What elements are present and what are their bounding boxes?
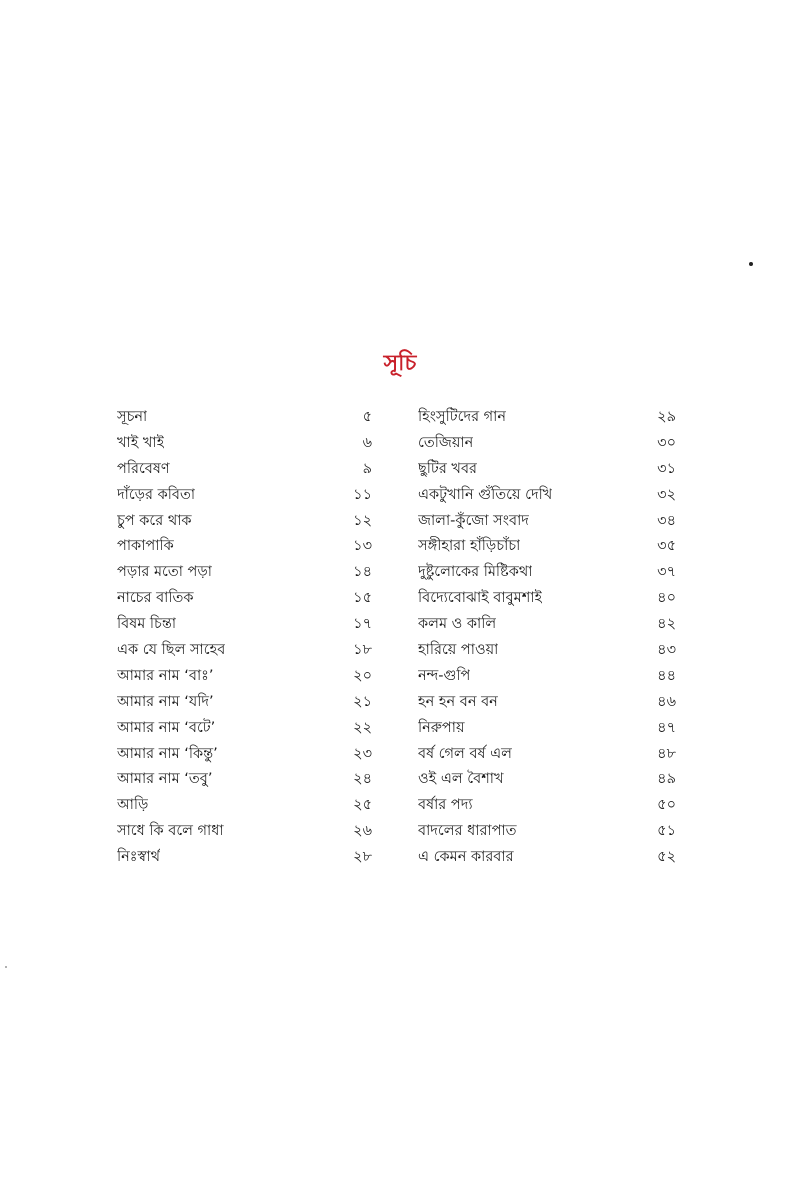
toc-entry bbox=[117, 767, 372, 793]
toc-entry-page-number: ৪৪ bbox=[657, 667, 676, 684]
toc-entry bbox=[418, 534, 676, 560]
toc-left-column bbox=[117, 405, 372, 871]
toc-entry-title: নিঃস্বার্থ bbox=[117, 849, 160, 866]
toc-entry-title: নাচের বাতিক bbox=[117, 590, 194, 607]
toc-entry-page-number: ৩৫ bbox=[657, 538, 676, 555]
toc-entry-page-number: ২৩ bbox=[353, 745, 372, 762]
toc-entry bbox=[117, 509, 372, 535]
toc-entry bbox=[418, 405, 676, 431]
toc-entry bbox=[418, 767, 676, 793]
toc-entry-title: দুষ্টুলোকের মিষ্টিকথা bbox=[418, 564, 533, 581]
toc-entry-title: দাঁড়ের কবিতা bbox=[117, 486, 196, 503]
toc-entry bbox=[418, 560, 676, 586]
toc-entry-title: চুপ করে থাক bbox=[117, 512, 192, 529]
toc-entry-page-number: ৪৮ bbox=[657, 745, 676, 762]
toc-entry bbox=[117, 819, 372, 845]
toc-entry-title: খাই খাই bbox=[117, 434, 165, 451]
toc-entry-page-number: ৪৩ bbox=[657, 642, 676, 659]
toc-entry bbox=[418, 690, 676, 716]
toc-entry-title: বর্ষার পদ্য bbox=[418, 797, 473, 814]
toc-entry-page-number: ৪৭ bbox=[657, 719, 676, 736]
toc-entry-title: বিদ্যেবোঝাই বাবুমশাই bbox=[418, 590, 543, 607]
toc-entry-page-number: ২১ bbox=[353, 693, 372, 710]
toc-entry-page-number: ৫ bbox=[362, 409, 372, 425]
toc-entry-title: আমার নাম ‘কিন্তু’ bbox=[117, 745, 218, 762]
contents-heading: সূচি bbox=[383, 351, 417, 376]
toc-entry bbox=[418, 819, 676, 845]
toc-entry-title: ওই এল বৈশাখ bbox=[418, 771, 504, 788]
toc-entry-title: পাকাপাকি bbox=[117, 538, 174, 555]
toc-right-column bbox=[418, 405, 676, 871]
toc-entry-page-number: ৪৬ bbox=[657, 693, 676, 710]
toc-entry bbox=[117, 483, 372, 509]
toc-entry bbox=[418, 431, 676, 457]
toc-entry-page-number: ১৪ bbox=[353, 564, 372, 581]
toc-entry-title: জালা-কুঁজো সংবাদ bbox=[418, 512, 529, 529]
toc-entry-page-number: ৩৪ bbox=[657, 512, 676, 529]
toc-entry-title: এক যে ছিল সাহেব bbox=[117, 642, 226, 659]
toc-entry bbox=[117, 612, 372, 638]
toc-entry-page-number: ৫০ bbox=[657, 797, 676, 814]
toc-entry bbox=[117, 716, 372, 742]
toc-entry-title: কলম ও কালি bbox=[418, 616, 497, 633]
toc-entry-page-number: ৩৭ bbox=[657, 564, 676, 581]
toc-entry-title: পরিবেষণ bbox=[117, 460, 170, 477]
toc-entry-page-number: ১৫ bbox=[353, 590, 372, 607]
toc-entry-page-number: ১৮ bbox=[353, 642, 372, 659]
toc-entry-page-number: ৬ bbox=[362, 434, 372, 451]
toc-entry bbox=[418, 742, 676, 768]
toc-entry-title: ছুটির খবর bbox=[418, 460, 477, 477]
toc-entry-title: সঙ্গীহারা হাঁড়িচাঁচা bbox=[418, 538, 521, 555]
toc-entry bbox=[117, 690, 372, 716]
toc-entry bbox=[418, 483, 676, 509]
toc-entry bbox=[117, 664, 372, 690]
toc-entry-title: আড়ি bbox=[117, 797, 149, 814]
toc-entry-page-number: ২৯ bbox=[657, 409, 676, 425]
toc-entry-page-number: ২৪ bbox=[353, 771, 372, 788]
toc-entry-title: আমার নাম ‘বাঃ’ bbox=[117, 667, 214, 684]
toc-entry bbox=[418, 793, 676, 819]
toc-entry bbox=[117, 457, 372, 483]
toc-entry bbox=[117, 560, 372, 586]
toc-entry bbox=[117, 742, 372, 768]
toc-entry bbox=[117, 431, 372, 457]
toc-entry-page-number: ২৫ bbox=[353, 797, 372, 814]
toc-entry-page-number: ৪২ bbox=[657, 616, 676, 633]
toc-entry bbox=[117, 845, 372, 871]
toc-entry-page-number: ২৮ bbox=[353, 849, 372, 866]
toc-entry-title: সূচনা bbox=[117, 409, 148, 425]
toc-entry-title: নন্দ-গুপি bbox=[418, 667, 471, 684]
toc-entry-page-number: ২২ bbox=[353, 719, 372, 736]
toc-entry bbox=[418, 457, 676, 483]
toc-entry-title: আমার নাম ‘বটে’ bbox=[117, 719, 216, 736]
toc-entry-page-number: ১৩ bbox=[353, 538, 372, 555]
toc-entry-page-number: ১১ bbox=[353, 486, 372, 503]
toc-entry bbox=[418, 845, 676, 871]
toc-entry-title: নিরুপায় bbox=[418, 719, 465, 736]
toc-entry-page-number: ৫২ bbox=[657, 849, 676, 866]
toc-entry bbox=[418, 509, 676, 535]
toc-entry bbox=[117, 638, 372, 664]
toc-entry-page-number: ৪৯ bbox=[657, 771, 676, 788]
toc-entry bbox=[117, 405, 372, 431]
toc-entry-page-number: ১২ bbox=[353, 512, 372, 529]
toc-entry-title: আমার নাম ‘যদি’ bbox=[117, 693, 214, 710]
toc-entry-title: সাধে কি বলে গাধা bbox=[117, 823, 224, 840]
toc-entry-title: এ কেমন কারবার bbox=[418, 849, 514, 866]
ink-dot-mark bbox=[749, 262, 753, 266]
toc-entry-page-number: ২৬ bbox=[353, 823, 372, 840]
toc-entry-title: তেজিয়ান bbox=[418, 434, 474, 451]
toc-entry-title: আমার নাম ‘তবু’ bbox=[117, 771, 213, 788]
toc-entry bbox=[117, 793, 372, 819]
toc-entry bbox=[418, 612, 676, 638]
toc-entry bbox=[418, 664, 676, 690]
toc-entry-title: হিংসুটিদের গান bbox=[418, 409, 507, 425]
toc-entry bbox=[418, 586, 676, 612]
toc-entry-title: বিষম চিন্তা bbox=[117, 616, 177, 633]
toc-entry-page-number: ৪০ bbox=[657, 590, 676, 607]
toc-entry-page-number: ৩০ bbox=[657, 434, 676, 451]
toc-entry-title: হন হন বন বন bbox=[418, 693, 498, 710]
toc-entry bbox=[418, 638, 676, 664]
toc-entry-page-number: ৩১ bbox=[657, 460, 676, 477]
toc-entry-title: পড়ার মতো পড়া bbox=[117, 564, 212, 581]
toc-entry-title: একটুখানি গুঁতিয়ে দেখি bbox=[418, 486, 553, 503]
toc-entry-title: হারিয়ে পাওয়া bbox=[418, 642, 499, 659]
toc-entry bbox=[117, 586, 372, 612]
toc-entry-page-number: ২০ bbox=[353, 667, 372, 684]
toc-entry bbox=[117, 534, 372, 560]
toc-entry-title: বাদলের ধারাপাত bbox=[418, 823, 517, 840]
toc-entry-page-number: ১৭ bbox=[353, 616, 372, 633]
toc-entry-page-number: ৩২ bbox=[657, 486, 676, 503]
toc-entry-page-number: ৫১ bbox=[657, 823, 676, 840]
toc-entry-title: বর্ষ গেল বর্ষ এল bbox=[418, 745, 512, 762]
toc-entry bbox=[418, 716, 676, 742]
paper-speck-mark bbox=[5, 966, 7, 968]
toc-entry-page-number: ৯ bbox=[362, 460, 372, 477]
